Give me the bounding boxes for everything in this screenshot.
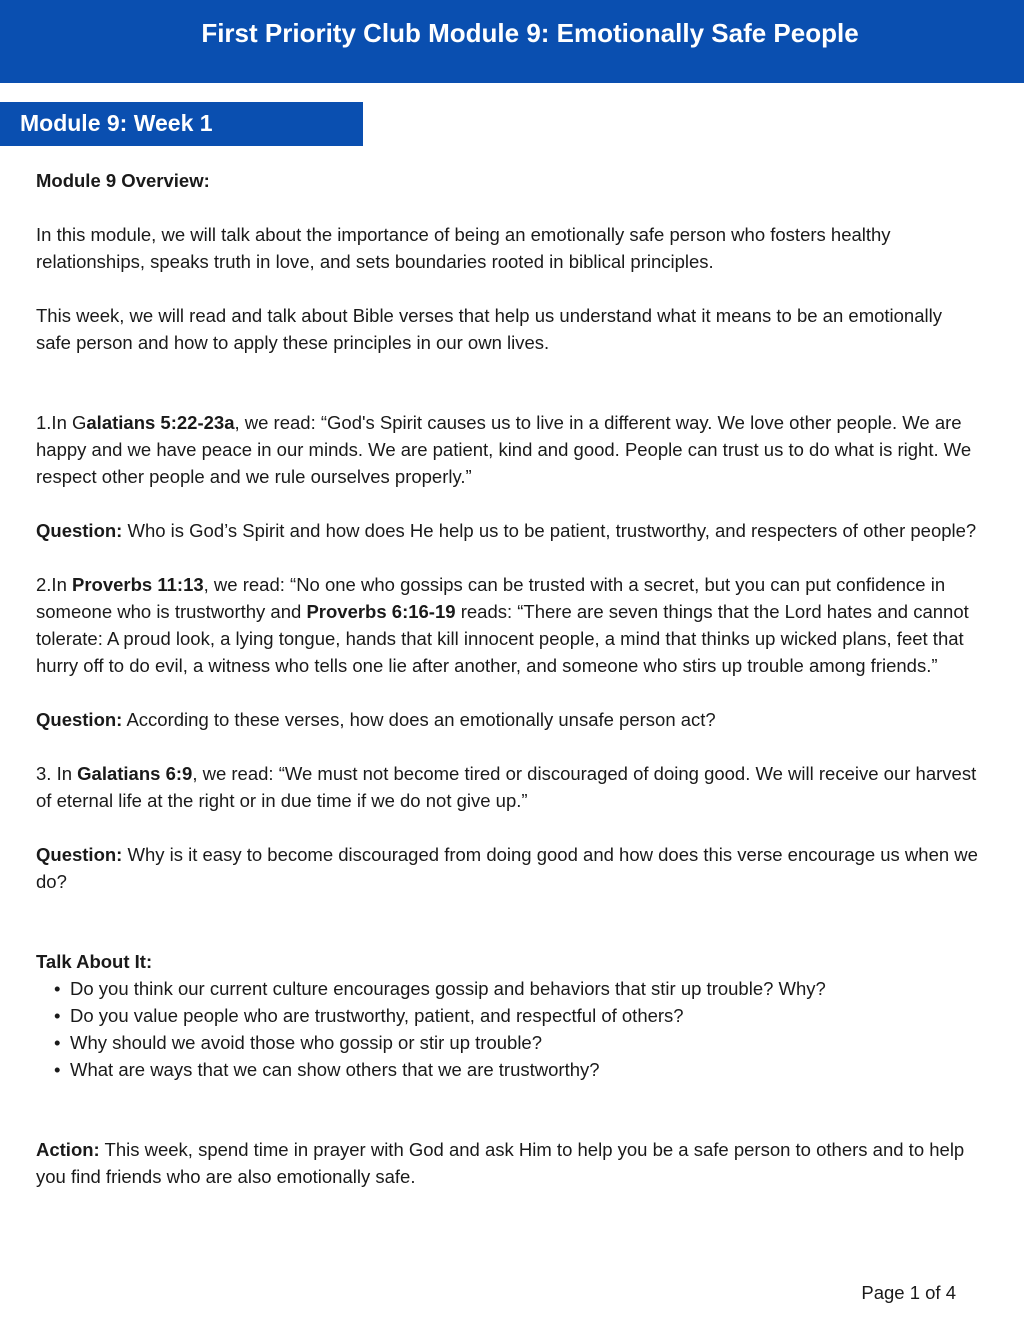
scripture-item-3 xyxy=(36,760,980,814)
list-item xyxy=(54,1029,980,1056)
action-paragraph xyxy=(36,1136,980,1190)
item-2-prefix: 2.In xyxy=(36,574,72,595)
list-item xyxy=(54,1002,980,1029)
action-text: This week, spend time in prayer with God and ask Him to help you be a safe person to others and to help you find friends who are also emotionally safe. xyxy=(36,1139,965,1187)
bullet-icon: • xyxy=(54,1059,61,1080)
bullet-icon: • xyxy=(54,978,61,999)
action-label: Action: xyxy=(36,1139,100,1160)
item-2-text-1: , we read: “No one who gossips can be trusted with a secret, but you can put confidence in someone who is trustworthy and xyxy=(36,574,946,622)
bullet-icon: • xyxy=(54,1005,61,1026)
scripture-item-1 xyxy=(36,409,980,490)
week-title: Module 9: Week 1 xyxy=(20,110,213,136)
question-3-label: Question: xyxy=(36,844,123,865)
overview-heading: Module 9 Overview: xyxy=(36,170,210,191)
header-bar xyxy=(0,0,1024,83)
content-body xyxy=(36,167,980,1190)
talk-item-1: Do you think our current culture encourages gossip and behaviors that stir up trouble? Why? xyxy=(70,978,826,999)
document-title: First Priority Club Module 9: Emotionally Safe People xyxy=(201,18,859,48)
question-3 xyxy=(36,841,980,895)
scripture-item-2 xyxy=(36,571,980,679)
item-1-prefix: 1.In G xyxy=(36,412,87,433)
item-2-reference-1: Proverbs 11:13 xyxy=(72,574,204,595)
talk-item-2: Do you value people who are trustworthy, patient, and respectful of others? xyxy=(70,1005,684,1026)
overview-paragraph-2: This week, we will read and talk about Bible verses that help us understand what it means to be an emotionally safe person and how to apply these principles in our own lives. xyxy=(36,305,942,353)
question-1-label: Question: xyxy=(36,520,123,541)
item-1-reference: alatians 5:22-23a xyxy=(86,412,235,433)
question-1 xyxy=(36,517,980,544)
list-item xyxy=(54,1056,980,1083)
talk-item-3: Why should we avoid those who gossip or stir up trouble? xyxy=(70,1032,543,1053)
talk-heading: Talk About It: xyxy=(36,951,153,972)
talk-item-4: What are ways that we can show others that we are trustworthy? xyxy=(70,1059,600,1080)
item-3-prefix: 3. In xyxy=(36,763,78,784)
item-3-reference: Galatians 6:9 xyxy=(77,763,193,784)
list-item xyxy=(54,975,980,1002)
question-2-text: According to these verses, how does an emotionally unsafe person act? xyxy=(122,709,716,730)
talk-list xyxy=(36,975,980,1083)
item-2-text-2: reads: “There are seven things that the Lord hates and cannot tolerate: A proud look, a lying tongue, hands that kill innocent people, a mind that thinks up wicked plans, feet that hurry off to do evil, a witness who tells one lie after another, and someone who stirs up trouble among friends.” xyxy=(36,601,969,676)
bullet-icon: • xyxy=(54,1032,61,1053)
week-banner xyxy=(0,102,363,146)
item-3-text: , we read: “We must not become tired or discouraged of doing good. We will receive our harvest of eternal life at the right or in due time if we do not give up.” xyxy=(36,763,977,811)
item-1-text: , we read: “God's Spirit causes us to live in a different way. We love other people. We are happy and we have peace in our minds. We are patient, kind and good. People can trust us to do what is right. We respect other people and we rule ourselves properly.” xyxy=(36,412,972,487)
question-3-text: Why is it easy to become discouraged from doing good and how does this verse encourage us when we do? xyxy=(36,844,978,892)
page-number: Page 1 of 4 xyxy=(861,1282,956,1303)
question-1-text: Who is God’s Spirit and how does He help us to be patient, trustworthy, and respecters of other people? xyxy=(122,520,977,541)
overview-paragraph-1: In this module, we will talk about the importance of being an emotionally safe person who fosters healthy relationships, speaks truth in love, and sets boundaries rooted in biblical principles. xyxy=(36,224,891,272)
question-2-label: Question: xyxy=(36,709,123,730)
item-2-reference-2: Proverbs 6:16-19 xyxy=(306,601,456,622)
question-2 xyxy=(36,706,980,733)
